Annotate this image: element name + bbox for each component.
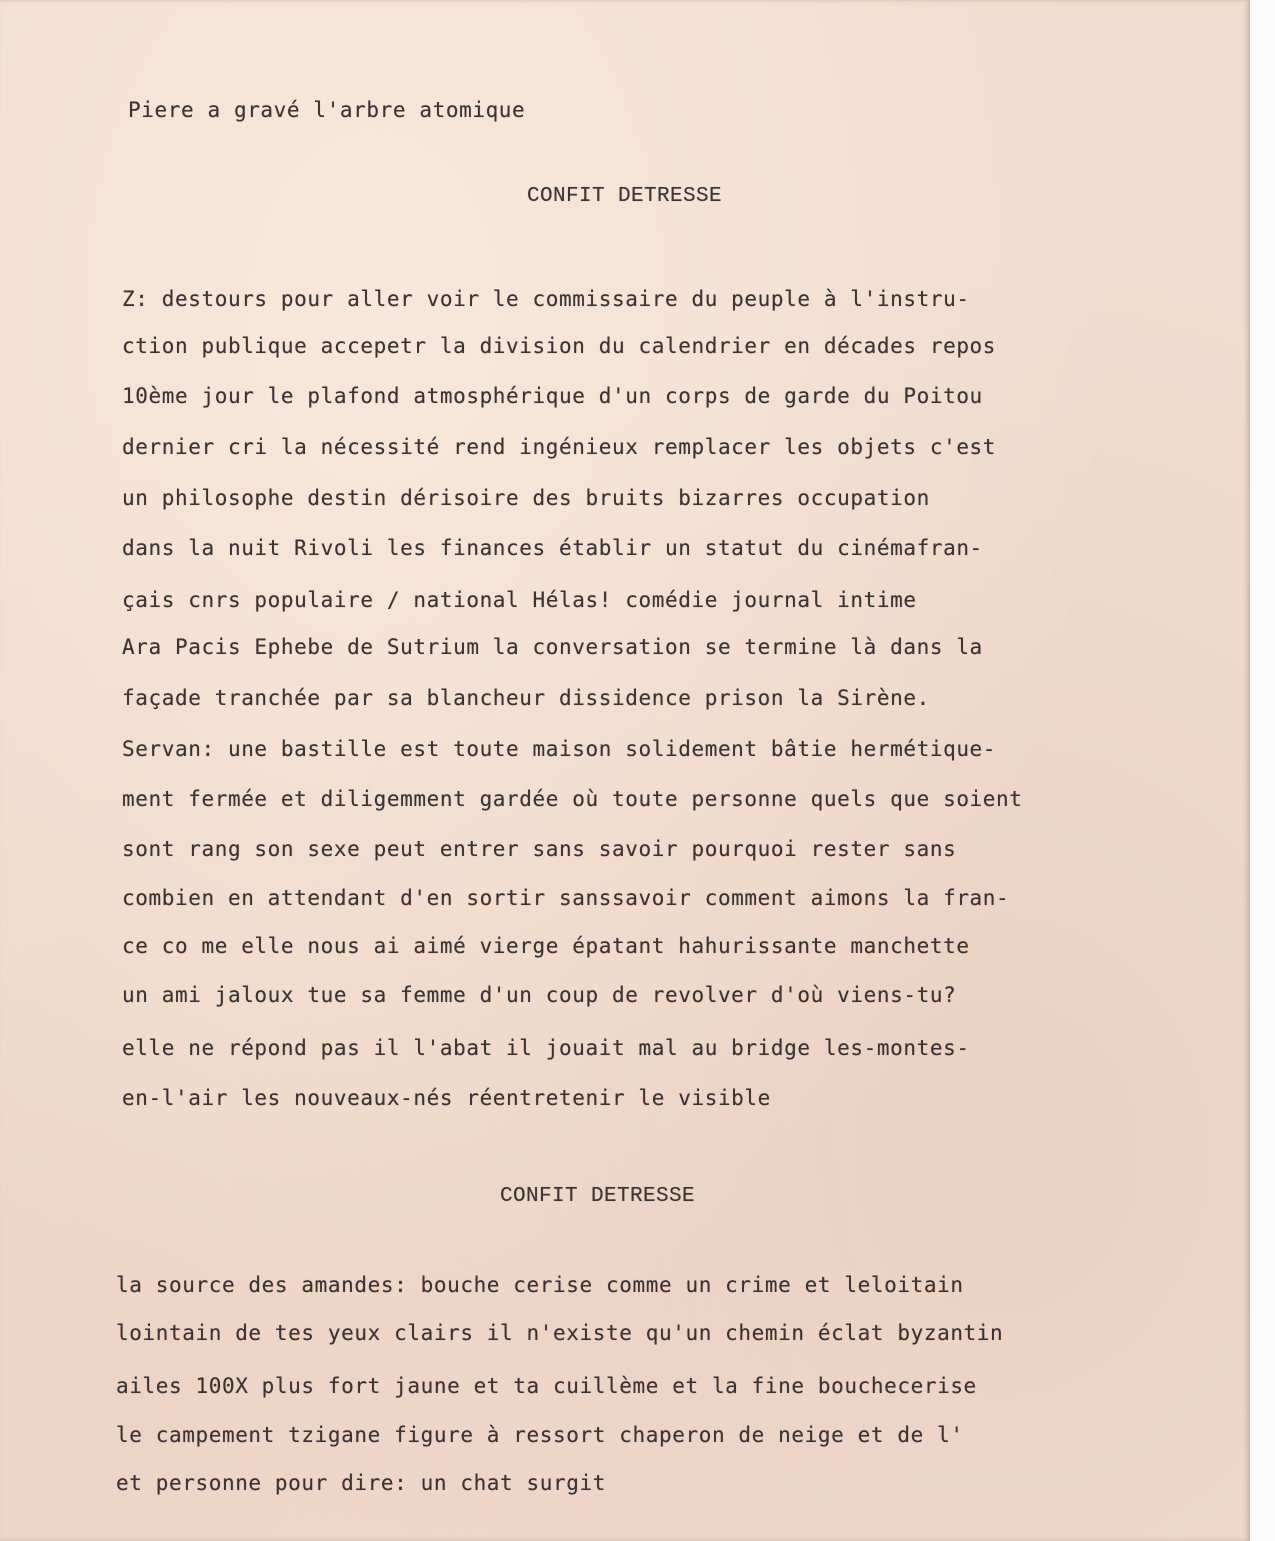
text-line: dans la nuit Rivoli les finances établir un statut du cinémafran- bbox=[122, 536, 983, 560]
text-line: çais cnrs populaire / national Hélas! comédie journal intime bbox=[122, 588, 917, 612]
scan-margin bbox=[1250, 0, 1275, 1541]
text-line: lointain de tes yeux clairs il n'existe qu'un chemin éclat byzantin bbox=[116, 1321, 1004, 1345]
page-header: Piere a gravé l'arbre atomique bbox=[128, 98, 526, 122]
text-line: en-l'air les nouveaux-nés réentretenir le visible bbox=[122, 1086, 771, 1110]
text-line: Z: destours pour aller voir le commissaire du peuple à l'instru- bbox=[122, 287, 970, 311]
text-line: 10ème jour le plafond atmosphérique d'un corps de garde du Poitou bbox=[122, 384, 983, 408]
text-line: un ami jaloux tue sa femme d'un coup de revolver d'où viens-tu? bbox=[122, 983, 957, 1007]
text-line: dernier cri la nécessité rend ingénieux remplacer les objets c'est bbox=[122, 435, 997, 459]
text-line: elle ne répond pas il l'abat il jouait mal au bridge les-montes- bbox=[122, 1036, 970, 1060]
text-line: Ara Pacis Ephebe de Sutrium la conversation se termine là dans la bbox=[122, 635, 983, 659]
text-line: un philosophe destin dérisoire des bruits bizarres occupation bbox=[122, 486, 930, 510]
text-line: la source des amandes: bouche cerise comme un crime et leloitain bbox=[116, 1273, 964, 1297]
section-title: CONFIT DETRESSE bbox=[527, 185, 723, 208]
text-line: ailes 100X plus fort jaune et ta cuillème et la fine bouchecerise bbox=[116, 1374, 977, 1398]
text-line: sont rang son sexe peut entrer sans savoir pourquoi rester sans bbox=[122, 837, 957, 861]
text-line: combien en attendant d'en sortir sanssavoir comment aimons la fran- bbox=[122, 886, 1010, 910]
text-line: le campement tzigane figure à ressort chaperon de neige et de l' bbox=[116, 1423, 964, 1447]
section-title: CONFIT DETRESSE bbox=[500, 1185, 696, 1208]
text-line: Servan: une bastille est toute maison solidement bâtie hermétique- bbox=[122, 737, 997, 761]
text-line: ction publique accepetr la division du calendrier en décades repos bbox=[122, 334, 997, 358]
text-line: façade tranchée par sa blancheur dissidence prison la Sirène. bbox=[122, 686, 930, 710]
text-line: ce co me elle nous ai aimé vierge épatant hahurissante manchette bbox=[122, 934, 970, 958]
text-line: ment fermée et diligemment gardée où toute personne quels que soient bbox=[122, 787, 1023, 811]
text-line: et personne pour dire: un chat surgit bbox=[116, 1471, 606, 1495]
